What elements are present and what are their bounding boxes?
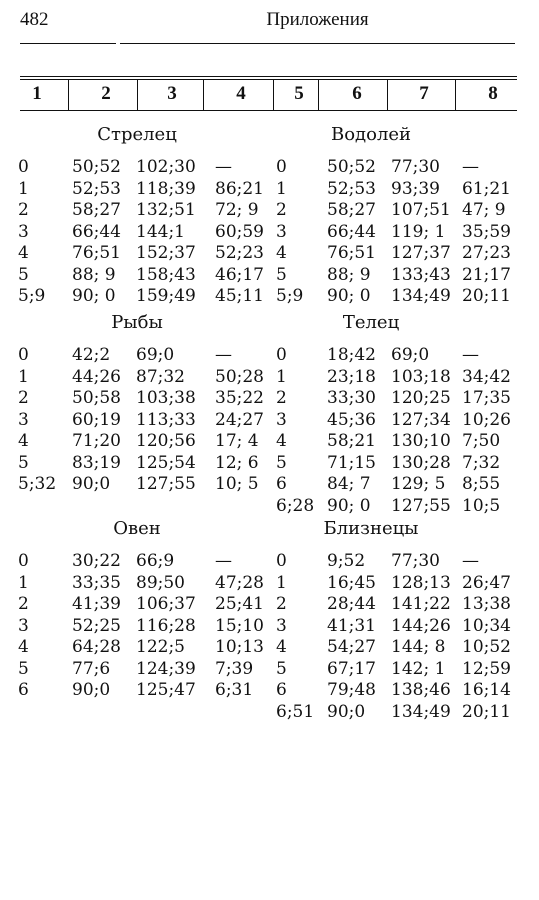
column-header: 7 [419,83,429,104]
table-cell: 30;22 [72,551,121,571]
table-cell: 16;45 [327,572,376,593]
column-header: 1 [32,83,42,104]
table-cell: 93;39 [391,178,440,199]
table-top-rule-2 [20,79,517,80]
running-title: Приложения [266,9,369,30]
table-cell: 1 [18,178,29,199]
table-cell: 0 [276,551,287,571]
table-cell: 127;37 [391,243,451,263]
table-cell: 35;59 [462,221,511,242]
table-cell: 2 [276,594,287,614]
table-cell: 76;51 [72,243,121,263]
table-cell: 41;39 [72,594,121,614]
table-cell: 27;23 [462,243,511,263]
table-cell: 5 [18,452,29,473]
table-cell: 64;28 [72,637,121,657]
table-cell: 89;50 [136,572,185,593]
header-rule-right [120,43,515,44]
table-cell: 142; 1 [391,658,446,679]
table-cell: 0 [18,345,29,365]
table-cell: 133;43 [391,264,451,285]
table-cell: 88; 9 [72,264,116,285]
column-header: 5 [294,83,304,104]
table-row [0,551,539,573]
table-cell: 66;44 [327,221,376,242]
table-cell: — [215,551,232,571]
table-cell: 130;28 [391,452,451,473]
table-cell: 2 [18,388,29,408]
table-row [0,616,539,638]
column-header: 4 [236,83,246,104]
table-cell: 16;14 [462,680,511,700]
table-cell: 88; 9 [327,264,371,285]
table-cell: 72; 9 [215,200,259,220]
table-cell: 6 [18,680,29,700]
table-cell: 15;10 [215,615,264,636]
table-row [0,680,539,702]
table-cell: 3 [276,221,287,242]
table-cell: 120;56 [136,431,196,451]
table-cell: 90; 0 [327,495,371,516]
table-cell: 7;50 [462,431,501,451]
table-cell: 20;11 [462,701,511,722]
table-cell: 4 [18,243,29,263]
table-cell: 4 [276,637,287,657]
page-number: 482 [20,9,49,30]
table-cell: 0 [18,157,29,177]
table-cell: 3 [18,615,29,636]
table-cell: 1 [276,366,287,387]
table-cell: 9;52 [327,551,366,571]
table-cell: 2 [18,200,29,220]
table-cell: 5;9 [276,286,304,306]
table-cell: 4 [276,243,287,263]
table-cell: 44;26 [72,366,121,387]
table-cell: 52;53 [327,178,376,199]
column-header: 2 [101,83,111,104]
table-cell: 50;58 [72,388,121,408]
section-title: Водолей [330,124,412,145]
table-cell: 47; 9 [462,200,506,220]
table-row [0,222,539,244]
table-row [0,157,539,179]
table-cell: 52;23 [215,243,264,263]
table-cell: 5 [18,264,29,285]
table-cell: 4 [276,431,287,451]
table-cell: 119; 1 [391,221,446,242]
table-cell: 21;17 [462,264,511,285]
table-cell: 4 [18,431,29,451]
table-cell: 77;30 [391,157,440,177]
table-cell: 127;55 [391,495,451,516]
column-header: 6 [352,83,362,104]
table-cell: 54;27 [327,637,376,657]
table-cell: 77;30 [391,551,440,571]
table-cell: 129; 5 [391,474,446,494]
table-cell: 1 [276,178,287,199]
table-cell: 102;30 [136,157,196,177]
table-cell: 144;1 [136,221,185,242]
table-cell: 58;27 [327,200,376,220]
table-cell: 103;18 [391,366,451,387]
table-cell: 52;53 [72,178,121,199]
table-cell: 45;11 [215,286,264,306]
table-cell: 45;36 [327,409,376,430]
table-cell: 24;27 [215,409,264,430]
table-cell: — [215,157,232,177]
table-cell: 58;21 [327,431,376,451]
table-cell: 2 [276,200,287,220]
table-row [0,474,539,496]
table-cell: 130;10 [391,431,451,451]
table-cell: 33;35 [72,572,121,593]
table-cell: 144; 8 [391,637,446,657]
table-row [0,367,539,389]
table-cell: 113;33 [136,409,196,430]
table-cell: 159;49 [136,286,196,306]
table-cell: 83;19 [72,452,121,473]
table-cell: 79;48 [327,680,376,700]
table-cell: 107;51 [391,200,451,220]
table-cell: 47;28 [215,572,264,593]
table-cell: 58;27 [72,200,121,220]
table-cell: 10; 5 [215,474,259,494]
table-cell: 0 [276,345,287,365]
table-cell: 127;55 [136,474,196,494]
table-cell: 127;34 [391,409,451,430]
table-cell: 33;30 [327,388,376,408]
table-cell: 10;13 [215,637,264,657]
table-cell: 6;28 [276,495,315,516]
table-cell: 5;9 [18,286,46,306]
table-cell: 6 [276,680,287,700]
table-cell: 50;52 [72,157,121,177]
table-cell: 17;35 [462,388,511,408]
table-cell: 69;0 [391,345,430,365]
column-header: 3 [167,83,177,104]
table-row [0,431,539,453]
table-row [0,286,539,308]
table-cell: 50;28 [215,366,264,387]
table-cell: 10;5 [462,495,501,516]
table-cell: 7;39 [215,658,254,679]
table-row [0,200,539,222]
table-row [0,453,539,475]
table-cell: 106;37 [136,594,196,614]
table-cell: 116;28 [136,615,196,636]
table-cell: 152;37 [136,243,196,263]
table-cell: 134;49 [391,701,451,722]
table-cell: 125;47 [136,680,196,700]
table-cell: 28;44 [327,594,376,614]
section-title: Близнецы [323,518,419,539]
table-cell: 1 [18,366,29,387]
table-cell: 41;31 [327,615,376,636]
header-rule-left [20,43,116,44]
table-cell: 5;32 [18,474,57,494]
table-row [0,345,539,367]
table-cell: 5 [276,264,287,285]
table-cell: 5 [276,658,287,679]
table-cell: 61;21 [462,178,511,199]
section-title: Рыбы [111,312,163,333]
section-title: Стрелец [97,124,177,145]
table-cell: 8;55 [462,474,501,494]
table-cell: 17; 4 [215,431,259,451]
table-cell: 4 [18,637,29,657]
table-row [0,388,539,410]
table-cell: 35;22 [215,388,264,408]
table-row [0,702,539,724]
table-row [0,410,539,432]
table-cell: 5 [276,452,287,473]
table-cell: — [215,345,232,365]
table-cell: 0 [276,157,287,177]
table-cell: 90;0 [72,680,111,700]
table-cell: 42;2 [72,345,111,365]
table-cell: 71;15 [327,452,376,473]
table-cell: 2 [276,388,287,408]
table-row [0,573,539,595]
table-row [0,179,539,201]
table-cell: 34;42 [462,366,511,387]
table-cell: 132;51 [136,200,196,220]
table-header [0,83,539,107]
table-cell: 84; 7 [327,474,371,494]
table-cell: 158;43 [136,264,196,285]
table-cell: — [462,551,479,571]
table-cell: 13;38 [462,594,511,614]
table-cell: 124;39 [136,658,196,679]
table-cell: 10;52 [462,637,511,657]
table-cell: 7;32 [462,452,501,473]
table-cell: 103;38 [136,388,196,408]
table-cell: 90;0 [327,701,366,722]
table-cell: 10;26 [462,409,511,430]
table-cell: 20;11 [462,286,511,306]
table-cell: 90; 0 [72,286,116,306]
table-row [0,243,539,265]
table-cell: 122;5 [136,637,185,657]
table-row [0,594,539,616]
table-row [0,637,539,659]
table-cell: 12;59 [462,658,511,679]
table-cell: 120;25 [391,388,451,408]
table-cell: 66;9 [136,551,175,571]
table-cell: 3 [18,409,29,430]
table-cell: 12; 6 [215,452,259,473]
table-cell: 128;13 [391,572,451,593]
table-cell: 86;21 [215,178,264,199]
table-cell: 52;25 [72,615,121,636]
section-title: Телец [342,312,400,333]
table-cell: 3 [276,615,287,636]
table-cell: 10;34 [462,615,511,636]
table-cell: 25;41 [215,594,264,614]
table-cell: 2 [18,594,29,614]
table-cell: 77;6 [72,658,111,679]
table-cell: 50;52 [327,157,376,177]
table-cell: 67;17 [327,658,376,679]
table-cell: 26;47 [462,572,511,593]
table-cell: 69;0 [136,345,175,365]
section-title: Овен [113,518,161,539]
table-row [0,496,539,518]
table-cell: 118;39 [136,178,196,199]
table-cell: 0 [18,551,29,571]
table-cell: 66;44 [72,221,121,242]
table-cell: 60;59 [215,221,264,242]
column-header: 8 [488,83,498,104]
table-row [0,659,539,681]
table-cell: 3 [276,409,287,430]
table-cell: 1 [18,572,29,593]
table-top-rule [20,76,517,77]
table-cell: 90;0 [72,474,111,494]
table-cell: 87;32 [136,366,185,387]
table-cell: 6 [276,474,287,494]
table-header-bottom-rule [20,110,517,111]
table-cell: 23;18 [327,366,376,387]
table-cell: 46;17 [215,264,264,285]
table-cell: 134;49 [391,286,451,306]
table-cell: 6;51 [276,701,315,722]
table-cell: 144;26 [391,615,451,636]
table-cell: 76;51 [327,243,376,263]
table-cell: 18;42 [327,345,376,365]
table-cell: 5 [18,658,29,679]
table-cell: 71;20 [72,431,121,451]
table-row [0,265,539,287]
table-cell: 60;19 [72,409,121,430]
table-cell: — [462,157,479,177]
table-cell: — [462,345,479,365]
table-cell: 3 [18,221,29,242]
table-cell: 6;31 [215,680,254,700]
table-cell: 90; 0 [327,286,371,306]
table-cell: 1 [276,572,287,593]
table-cell: 138;46 [391,680,451,700]
table-cell: 141;22 [391,594,451,614]
table-cell: 125;54 [136,452,196,473]
